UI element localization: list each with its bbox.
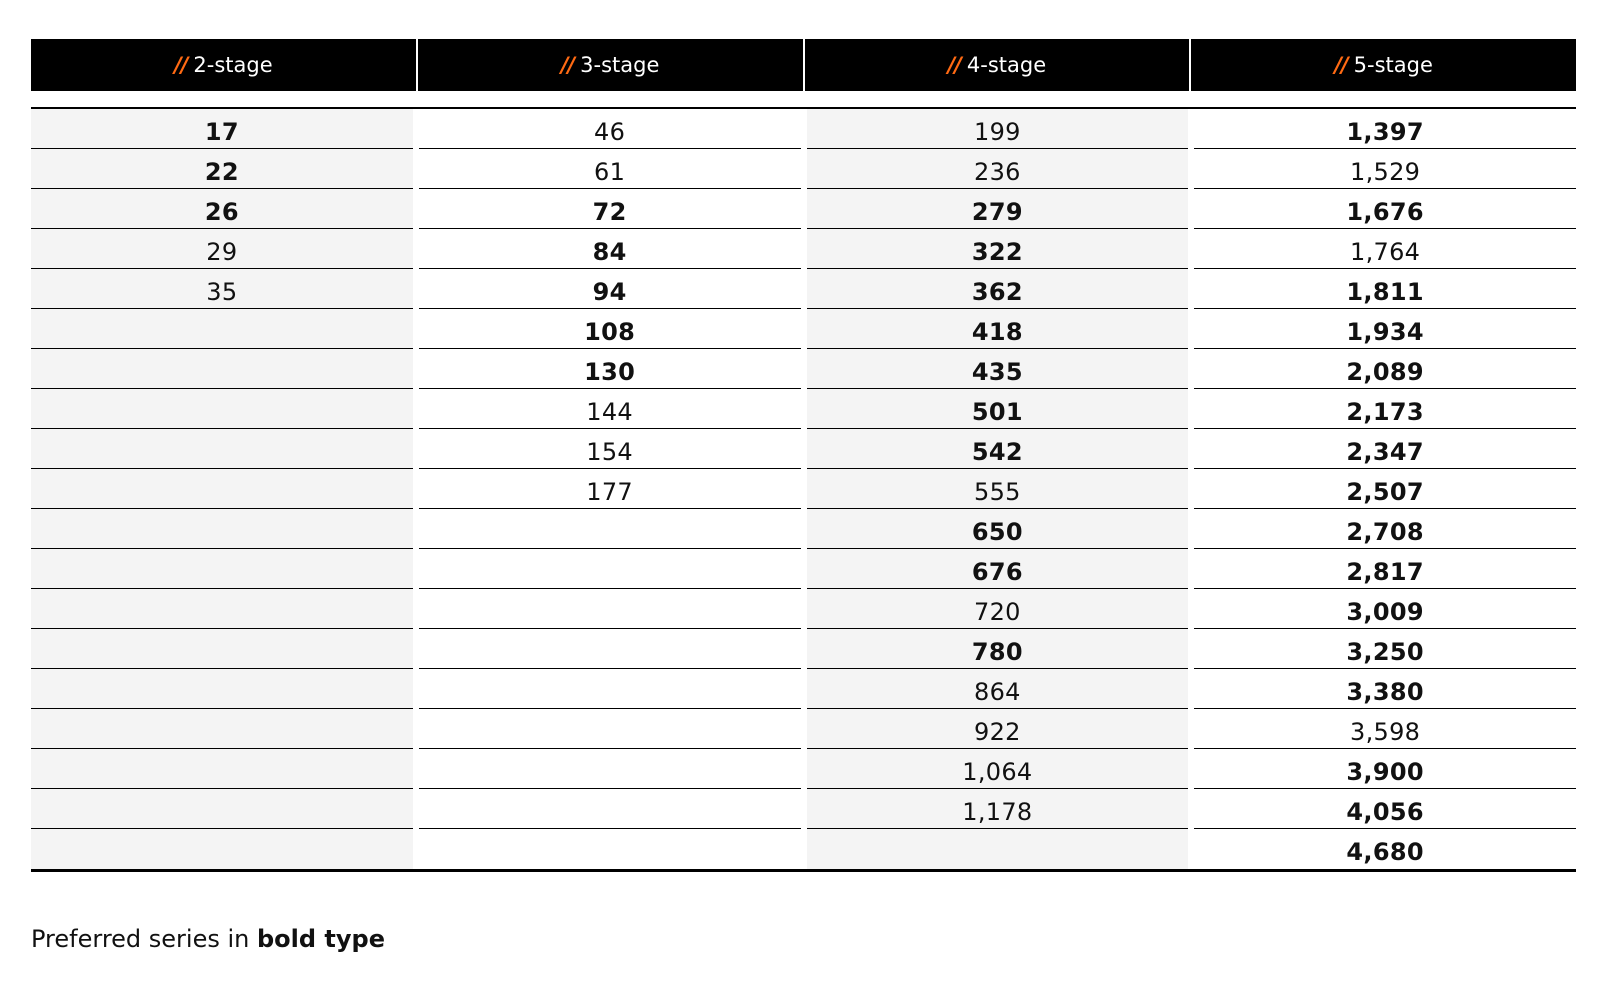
slashes-icon: //: [174, 53, 188, 77]
footnote-bold-text: bold type: [257, 925, 386, 953]
table-cell: [31, 309, 413, 349]
table-cell: 154: [419, 429, 801, 469]
table-cell: 418: [807, 309, 1189, 349]
table-cell: 279: [807, 189, 1189, 229]
table-column-4-stage: [804, 109, 1192, 869]
table-cell: 720: [807, 589, 1189, 629]
table-cell: 322: [807, 229, 1189, 269]
table-cell: 1,529: [1194, 149, 1576, 189]
table-cell: 501: [807, 389, 1189, 429]
table-cell: 3,900: [1194, 749, 1576, 789]
table-cell: [419, 789, 801, 829]
table-cell: 94: [419, 269, 801, 309]
table-header: [31, 39, 1576, 91]
table-cell: [31, 469, 413, 509]
table-cell: 84: [419, 229, 801, 269]
table-cell: [31, 429, 413, 469]
table-cell: 2,347: [1194, 429, 1576, 469]
table-cell: [31, 549, 413, 589]
table-cell: 3,598: [1194, 709, 1576, 749]
table-cell: 1,934: [1194, 309, 1576, 349]
header-label: 3-stage: [580, 53, 660, 77]
table-cell: 1,811: [1194, 269, 1576, 309]
table-cell: 542: [807, 429, 1189, 469]
table-cell: 144: [419, 389, 801, 429]
table-cell: 2,089: [1194, 349, 1576, 389]
header-5-stage: [1189, 39, 1576, 91]
table-cell: 1,178: [807, 789, 1189, 829]
ratio-table: [31, 39, 1576, 872]
table-cell: 1,397: [1194, 109, 1576, 149]
table-cell: 4,056: [1194, 789, 1576, 829]
footnote-text: Preferred series in: [31, 925, 257, 953]
table-cell: 3,250: [1194, 629, 1576, 669]
table-cell: [419, 629, 801, 669]
table-cell: 4,680: [1346, 838, 1424, 866]
table-cell: [31, 749, 413, 789]
table-cell: [31, 509, 413, 549]
table-cell: 1,764: [1194, 229, 1576, 269]
table-cell: [419, 749, 801, 789]
table-cell: 26: [31, 189, 413, 229]
table-cell: 177: [419, 469, 801, 509]
table-cell: [807, 829, 1189, 869]
table-cell: [31, 829, 413, 869]
table-cell: 1,676: [1194, 189, 1576, 229]
table-cell: 864: [807, 669, 1189, 709]
table-cell: 199: [807, 109, 1189, 149]
header-3-stage: [416, 39, 803, 91]
table-cell: 29: [31, 229, 413, 269]
table-cell: 1,064: [807, 749, 1189, 789]
slashes-icon: //: [1334, 53, 1348, 77]
table-cell: 3,009: [1194, 589, 1576, 629]
table-cell: [419, 549, 801, 589]
table-column-3-stage: [416, 109, 804, 869]
table-column-5-stage: [1191, 109, 1576, 869]
table-cell: 17: [31, 109, 413, 149]
table-cell: [31, 789, 413, 829]
table-cell: [31, 669, 413, 709]
header-2-stage: [31, 39, 416, 91]
table-cell: [419, 509, 801, 549]
table-cell: 362: [807, 269, 1189, 309]
table-cell: [31, 589, 413, 629]
table-cell: [419, 669, 801, 709]
header-divider: [31, 91, 1576, 109]
slashes-icon: //: [947, 53, 961, 77]
table-cell: 780: [807, 629, 1189, 669]
table-cell: 35: [31, 269, 413, 309]
table-cell: 2,507: [1194, 469, 1576, 509]
table-cell: [419, 589, 801, 629]
table-cell: 2,708: [1194, 509, 1576, 549]
table-body: [31, 109, 1576, 872]
footnote: [31, 925, 385, 953]
table-cell: [31, 629, 413, 669]
table-cell: [31, 349, 413, 389]
table-cell: 2,173: [1194, 389, 1576, 429]
table-cell: 236: [807, 149, 1189, 189]
header-label: 4-stage: [966, 53, 1047, 77]
table-cell: [31, 709, 413, 749]
table-cell: 435: [807, 349, 1189, 389]
table-cell: 46: [419, 109, 801, 149]
table-cell: 72: [419, 189, 801, 229]
slashes-icon: //: [560, 53, 575, 77]
table-cell: 61: [419, 149, 801, 189]
table-cell: 108: [419, 309, 801, 349]
table-cell: 922: [807, 709, 1189, 749]
table-cell: 676: [807, 549, 1189, 589]
table-column-2-stage: [31, 109, 416, 869]
table-cell: [419, 709, 801, 749]
table-cell: [31, 389, 413, 429]
table-cell: 130: [419, 349, 801, 389]
table-cell: 2,817: [1194, 549, 1576, 589]
table-cell: 3,380: [1194, 669, 1576, 709]
table-cell: 650: [807, 509, 1189, 549]
header-label: 5-stage: [1353, 53, 1433, 77]
table-cell: 555: [807, 469, 1189, 509]
header-label: 2-stage: [193, 53, 273, 77]
table-cell: 22: [31, 149, 413, 189]
header-4-stage: [803, 39, 1190, 91]
table-cell: [419, 829, 801, 869]
